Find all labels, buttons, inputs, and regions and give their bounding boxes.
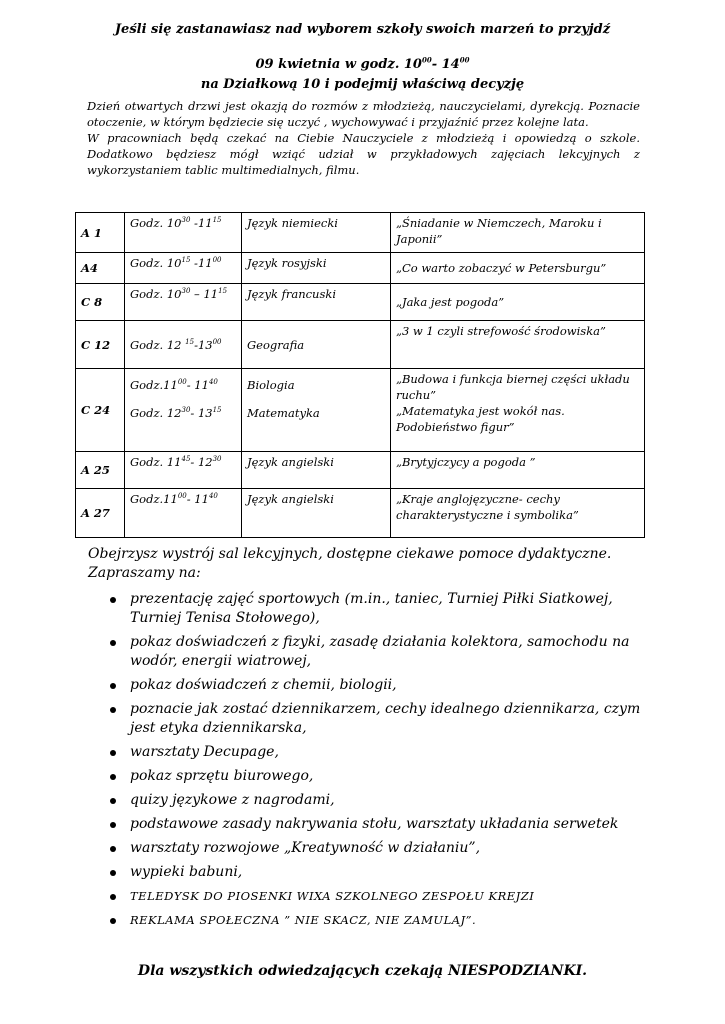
- schedule-row: [76, 253, 645, 284]
- list-item: quizy językowe z nagrodami,: [108, 791, 648, 810]
- end-minutes: 00: [459, 55, 470, 65]
- subject-cell: Geografia: [242, 321, 391, 369]
- subject-cell: Język niemiecki: [242, 213, 391, 253]
- room-cell: A4: [76, 253, 125, 284]
- time-end: -13: [194, 337, 213, 352]
- subject-cell: Język francuski: [242, 284, 391, 321]
- time-separator: - 14: [431, 57, 460, 72]
- topic-cell: „Brytyjczycy a pogoda ”: [391, 452, 645, 489]
- subject-cell: Język angielski: [242, 489, 391, 538]
- subject-cell: Język angielski: [242, 452, 391, 489]
- list-item: pokaz doświadczeń z fizyki, zasadę działania kolektora, samochodu na wodór, energii wiatrowej,: [108, 633, 648, 671]
- time-start-minutes: 00: [177, 492, 187, 501]
- time-cell: [125, 321, 242, 369]
- schedule-row: [76, 489, 645, 538]
- intro-paragraph-1: Dzień otwartych drzwi jest okazją do rozmów z młodzieżą, nauczycielami, dyrekcją. Poznacie otoczenie, w którym będziecie się uczyć , wychowywać i przyjaźnić przez kolejne lata.: [87, 99, 640, 129]
- time-end-minutes: 15: [212, 216, 222, 225]
- time-end: - 13: [190, 406, 213, 420]
- time-start: Godz. 10: [130, 216, 182, 230]
- list-item: warsztaty rozwojowe „Kreatywność w działaniu”,: [108, 839, 648, 858]
- activities-list: [108, 590, 648, 935]
- intro-paragraph-2: W pracowniach będą czekać na Ciebie Nauczyciele z młodzieżą i opowiedzą o szkole. Dodatkowo będziesz mógł wziąć udział w przykładowych zajęciach lekcyjnych z wykorzystaniem tablic multimedialnych, filmu.: [87, 131, 640, 177]
- list-item: podstawowe zasady nakrywania stołu, warsztaty układania serwetek: [108, 815, 648, 834]
- start-minutes: 00: [421, 55, 432, 65]
- time-start: Godz. 10: [130, 256, 182, 270]
- topic-cell: „Co warto zobaczyć w Petersburgu”: [391, 253, 645, 284]
- topic-text: „Matematyka jest wokół nas. Podobieństwo figur”: [396, 404, 565, 434]
- room-cell: A 25: [76, 452, 125, 489]
- event-location: na Działkową 10 i podejmij właściwą decyzję: [200, 77, 525, 92]
- schedule-row: [76, 369, 645, 452]
- time-start-minutes: 15: [181, 256, 191, 265]
- time-start: Godz. 12: [130, 337, 186, 352]
- list-item: pokaz sprzętu biurowego,: [108, 767, 648, 786]
- after-table-text: [88, 545, 688, 583]
- room-cell: C 24: [76, 369, 125, 452]
- time-cell: [125, 369, 242, 452]
- time-end: - 12: [190, 455, 213, 469]
- list-item: wypieki babuni,: [108, 863, 648, 882]
- time-end-minutes: 40: [208, 378, 218, 387]
- schedule-row: [76, 321, 645, 369]
- schedule-row: [76, 284, 645, 321]
- time-end: - 11: [186, 492, 209, 506]
- time-start: Godz. 12: [130, 406, 182, 420]
- time-end-minutes: 40: [208, 492, 218, 501]
- subject-text: Matematyka: [247, 406, 320, 420]
- list-item: TELEDYSK DO PIOSENKI WIXA SZKOLNEGO ZESPOŁU KREJZI: [108, 887, 648, 906]
- time-end-minutes: 15: [218, 287, 228, 296]
- list-item: warsztaty Decupage,: [108, 743, 648, 762]
- time-end: - 11: [186, 378, 209, 392]
- invitation-label: Zapraszamy na:: [88, 565, 201, 581]
- room-cell: C 8: [76, 284, 125, 321]
- list-item: prezentację zajęć sportowych (m.in., taniec, Turniej Piłki Siatkowej, Turniej Tenisa Stołowego),: [108, 590, 648, 628]
- topic-cell: [391, 369, 645, 452]
- time-start: Godz.11: [130, 492, 178, 506]
- time-cell: [125, 452, 242, 489]
- time-end: – 11: [190, 287, 219, 301]
- time-start-minutes: 45: [181, 455, 191, 464]
- room-cell: A 1: [76, 213, 125, 253]
- topic-cell: „Śniadanie w Niemczech, Maroku i Japonii”: [391, 213, 645, 253]
- time-cell: [125, 489, 242, 538]
- classroom-info: Obejrzysz wystrój sal lekcyjnych, dostępne ciekawe pomoce dydaktyczne.: [88, 546, 612, 562]
- time-start: Godz. 11: [130, 455, 182, 469]
- list-item: REKLAMA SPOŁECZNA ” NIE SKACZ, NIE ZAMULAJ”.: [108, 911, 648, 930]
- subject-cell: Język rosyjski: [242, 253, 391, 284]
- list-item: poznacie jak zostać dziennikarzem, cechy idealnego dziennikarza, czym jest etyka dziennikarska,: [108, 700, 648, 738]
- time-cell: [125, 284, 242, 321]
- time-end-minutes: 00: [212, 256, 222, 265]
- time-start: Godz. 10: [130, 287, 182, 301]
- time-start-minutes: 15: [185, 337, 195, 346]
- schedule-row: [76, 452, 645, 489]
- footer-surprise: Dla wszystkich odwiedzających czekają NIESPODZIANKI.: [137, 963, 588, 979]
- time-start-minutes: 00: [177, 378, 187, 387]
- time-start: Godz.11: [130, 378, 178, 392]
- headline: Jeśli się zastanawiasz nad wyborem szkoły swoich marzeń to przyjdź: [114, 22, 611, 37]
- time-start-minutes: 30: [181, 216, 191, 225]
- room-cell: A 27: [76, 489, 125, 538]
- date-text: 09 kwietnia w godz. 10: [255, 57, 422, 72]
- time-start-minutes: 30: [181, 287, 191, 296]
- subject-text: Biologia: [247, 378, 295, 392]
- time-end-minutes: 15: [212, 406, 222, 415]
- time-end-minutes: 00: [212, 337, 222, 346]
- event-date-time: [0, 56, 725, 73]
- subject-cell: [242, 369, 391, 452]
- time-end: -11: [190, 216, 213, 230]
- time-cell: [125, 253, 242, 284]
- topic-cell: „Kraje anglojęzyczne- cechy charakterystyczne i symbolika”: [391, 489, 645, 538]
- time-start-minutes: 30: [181, 406, 191, 415]
- time-cell: [125, 213, 242, 253]
- time-end: -11: [190, 256, 213, 270]
- topic-cell: „Jaka jest pogoda”: [391, 284, 645, 321]
- schedule-table: [75, 212, 645, 538]
- list-item: pokaz doświadczeń z chemii, biologii,: [108, 676, 648, 695]
- topic-text: „Budowa i funkcja biernej części układu ruchu”: [396, 372, 630, 402]
- room-cell: C 12: [76, 321, 125, 369]
- topic-cell: „3 w 1 czyli strefowość środowiska”: [391, 321, 645, 369]
- intro-text: [87, 98, 640, 178]
- time-end-minutes: 30: [212, 455, 222, 464]
- schedule-row: [76, 213, 645, 253]
